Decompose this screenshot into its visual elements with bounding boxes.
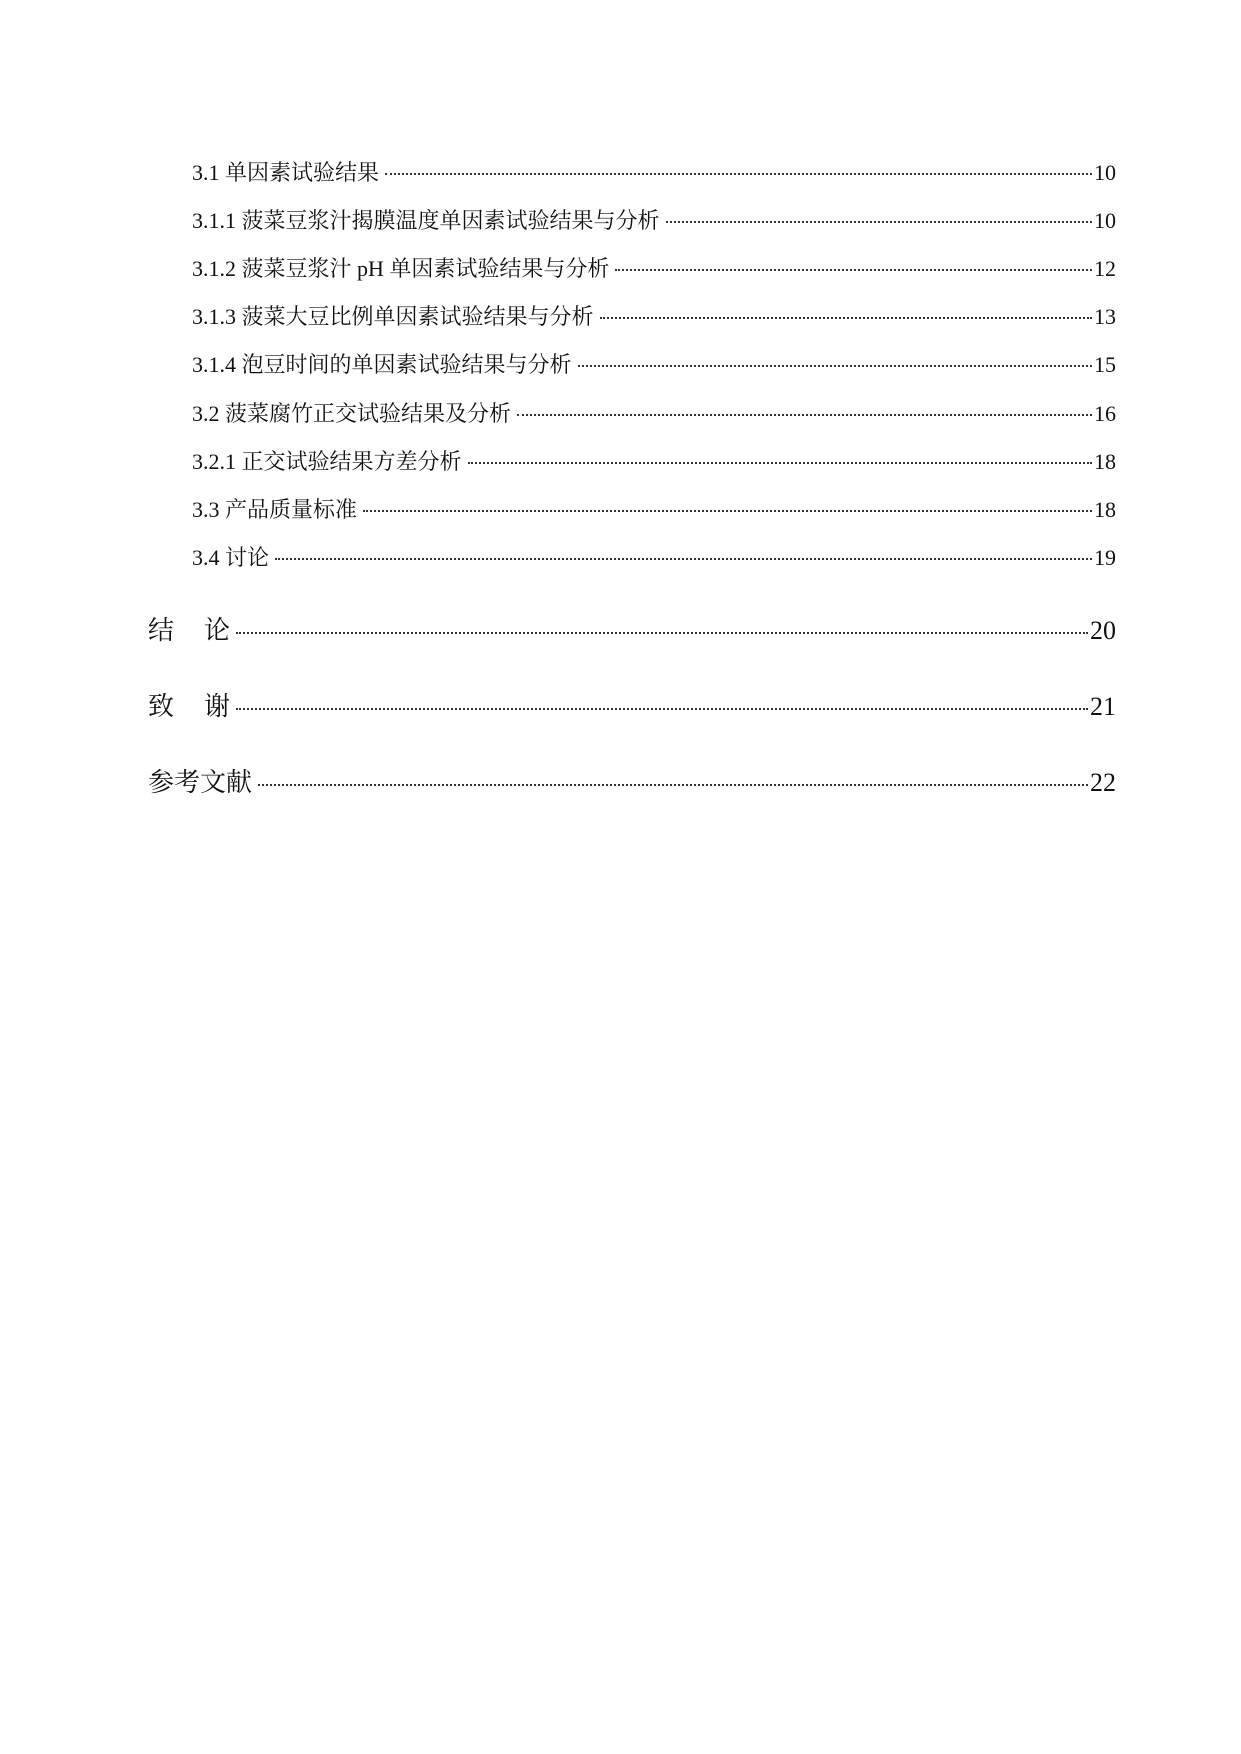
toc-entry-page: 18 xyxy=(1094,449,1116,474)
toc-entry-title: 致谢 xyxy=(148,692,261,722)
toc-entry-page: 16 xyxy=(1094,401,1116,426)
toc-entry-title: 3.3 产品质量标准 xyxy=(192,497,358,522)
toc-entry-title: 3.2 菠菜腐竹正交试验结果及分析 xyxy=(192,401,512,426)
toc-entry[interactable] xyxy=(192,204,1116,235)
toc-entry-page: 13 xyxy=(1094,304,1116,329)
toc-entry[interactable] xyxy=(192,252,1116,283)
toc-dot-leader xyxy=(615,269,1092,271)
toc-dot-leader xyxy=(385,173,1092,175)
toc-chapter-entry[interactable] xyxy=(148,762,1116,799)
toc-entry-title: 3.1.3 菠菜大豆比例单因素试验结果与分析 xyxy=(192,304,594,329)
toc-dot-leader xyxy=(236,708,1088,710)
toc-entry-title: 3.1.4 泡豆时间的单因素试验结果与分析 xyxy=(192,352,572,377)
toc-entry-title: 3.4 讨论 xyxy=(192,545,270,570)
toc-entry-title: 参考文献 xyxy=(148,768,253,798)
toc-entry-page: 15 xyxy=(1094,352,1116,377)
toc-dot-leader xyxy=(236,632,1088,634)
toc-dot-leader xyxy=(258,784,1088,786)
toc-entry-page: 12 xyxy=(1094,256,1116,281)
toc-entry-page: 10 xyxy=(1094,208,1116,233)
toc-dot-leader xyxy=(275,558,1092,560)
toc-entry[interactable] xyxy=(192,493,1116,524)
toc-chapter-entry[interactable] xyxy=(148,686,1116,723)
toc-entry-page: 22 xyxy=(1090,768,1116,797)
toc-entry[interactable] xyxy=(192,156,1116,187)
toc-entry-title: 3.2.1 正交试验结果方差分析 xyxy=(192,449,462,474)
toc-entry[interactable] xyxy=(192,300,1116,331)
toc-entry-page: 20 xyxy=(1090,616,1116,645)
toc-entry-title: 3.1 单因素试验结果 xyxy=(192,160,380,185)
toc-entry[interactable] xyxy=(192,541,1116,572)
toc-entry[interactable] xyxy=(192,397,1116,428)
toc-entry-page: 10 xyxy=(1094,160,1116,185)
toc-dot-leader xyxy=(578,365,1092,367)
toc-entry-page: 19 xyxy=(1094,545,1116,570)
toc-entry[interactable] xyxy=(192,348,1116,379)
toc-entry-title: 结论 xyxy=(148,616,261,646)
toc-chapter-entry[interactable] xyxy=(148,610,1116,647)
toc-entry-page: 21 xyxy=(1090,692,1116,721)
toc-dot-leader xyxy=(600,317,1092,319)
toc-entry[interactable] xyxy=(192,445,1116,476)
toc-dot-leader xyxy=(517,414,1092,416)
toc-dot-leader xyxy=(666,221,1092,223)
toc-entry-title: 3.1.1 菠菜豆浆汁揭膜温度单因素试验结果与分析 xyxy=(192,208,660,233)
toc-dot-leader xyxy=(363,510,1092,512)
toc-dot-leader xyxy=(468,462,1092,464)
toc-entry-page: 18 xyxy=(1094,497,1116,522)
toc-entry-title: 3.1.2 菠菜豆浆汁 pH 单因素试验结果与分析 xyxy=(192,256,610,281)
